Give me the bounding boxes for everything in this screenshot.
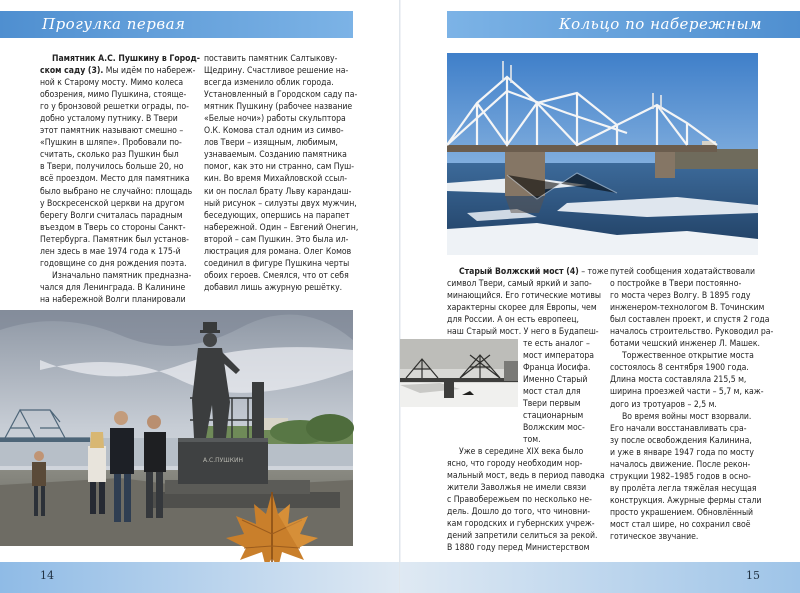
text-line: беседующих, опершись на парапет — [204, 210, 350, 221]
text-line: Франца Иосифа. — [523, 363, 591, 374]
text-line: конструкция. Ажурные фермы стали — [610, 495, 762, 506]
text-line: началось строительство. Руководил ра- — [610, 327, 774, 338]
text-line: началось движение. После рекон- — [610, 459, 751, 470]
text-line: дель. Дошло до того, что чиновни- — [447, 507, 591, 518]
text-line: просто украшением. Обновлённый — [610, 507, 754, 518]
text-line: дого из тротуаров – 2,5 м. — [610, 399, 717, 410]
text-line: поставить памятник Салтыкову- — [204, 54, 338, 64]
text-line: состоялось 8 сентября 1900 года. — [610, 363, 749, 374]
text-line: ный рисунок – силуэты двух мужчин, — [204, 198, 357, 209]
text-line: Памятник А.С. Пушкину в Город- — [52, 54, 200, 64]
text-line: и уже в январе 1947 года по мосту — [610, 447, 754, 458]
text-line: инженером-технологом В. Точинским — [610, 303, 765, 314]
text-line: го моста через Волгу. В 1895 году — [610, 291, 751, 302]
right-text-column-1-bottom — [447, 446, 605, 554]
text-line: узнаваемым. Созданию памятника — [204, 150, 347, 161]
text-line: О.К. Комова стал одним из симво- — [204, 126, 344, 137]
text-line: с Правобережьем по несколько не- — [447, 495, 592, 506]
text-line: Во время войны мост взорвали. — [622, 411, 752, 422]
text-line: берегу Волги считалась парадным — [40, 210, 183, 221]
left-page-header — [0, 11, 353, 38]
left-text-column-2 — [204, 53, 359, 294]
text-line: обозрения, мимо Пушкина, стояще- — [40, 90, 187, 101]
text-line: кин. Во время Михайловской ссыл- — [204, 174, 348, 185]
text-line: набережной. Один – Евгений Онегин, — [204, 222, 359, 233]
text-line: Щедрину. Счастливое решение на- — [204, 66, 349, 77]
text-line: всегда изменило облик города. — [204, 78, 334, 89]
text-line: ботами чешский инженер Л. Машек. — [610, 339, 760, 350]
text-line: кам городских и губернских учреж- — [447, 519, 595, 530]
text-line: «Белые ночи») работы скульптора — [204, 114, 346, 125]
text-line: Установленный в Городском саду па- — [204, 90, 358, 101]
text-line: ву пролёта легла тяжёлая несущая — [610, 483, 757, 494]
plinth-inscription: А.С.ПУШКИН — [203, 457, 243, 464]
text-line: «Пушкин в шляпе». Пробовали по- — [40, 138, 182, 149]
text-line: дений запретили селиться за рекой. — [447, 531, 598, 542]
text-line: годовщине со дня рождения поэта. — [40, 258, 187, 269]
text-line: го у бронзовой решетки ограды, по- — [40, 102, 189, 113]
right-text-column-1-top — [447, 266, 609, 338]
text-line: мятник Пушкину (рабочее название — [204, 102, 353, 113]
text-line: том. — [523, 435, 541, 446]
text-line: обоих героев. Смеялся, что от себя — [204, 270, 349, 281]
text-line: о постройке в Твери постоянно- — [610, 279, 742, 290]
text-line: путей сообщения ходатайствовали — [610, 267, 756, 277]
text-line: добавил лишь ажурную решётку. — [204, 282, 343, 293]
text-line: Уже в середине XIX века было — [459, 447, 584, 457]
text-line: мальный мост, ведь в период паводка — [447, 471, 605, 482]
text-line: жители Заволжья не имели связи — [447, 483, 587, 494]
text-line: струкции 1982–1985 годов в осно- — [610, 471, 751, 482]
text-line: Старый Волжский мост (4) – тоже — [459, 267, 609, 277]
text-line: мост стал для — [523, 387, 581, 398]
text-line: ки он послал брату Льву карандаш- — [204, 186, 352, 197]
text-line: Его начали восстанавливать сра- — [610, 423, 747, 434]
text-line: помог, как это ни странно, сам Пуш- — [204, 162, 354, 173]
left-text-column-1 — [40, 53, 200, 306]
text-line: всё проездом. Место для памятника — [40, 174, 190, 185]
left-page-number: 14 — [40, 569, 54, 582]
text-line: Изначально памятник предназна- — [52, 270, 192, 281]
text-line: мост императора — [523, 351, 594, 362]
text-line: на набережной Волги планировали — [40, 294, 186, 305]
right-page-title: Кольцо по набережным — [558, 15, 762, 33]
text-line: Петербурга. Памятник был установ- — [40, 234, 189, 245]
text-line: считать, сколько раз Пушкин был — [40, 150, 179, 161]
text-line: чался для Ленинграда. В Калинине — [40, 282, 186, 293]
text-line: наш Старый мост. У него в Будапеш- — [447, 327, 599, 338]
right-page-number: 15 — [746, 569, 760, 582]
text-line: люстрация для романа. Олег Комов — [204, 246, 352, 257]
text-line: был составлен проект, и спустя 2 года — [610, 315, 770, 326]
text-line: Волжским мос- — [523, 423, 585, 434]
text-line: символ Твери, самый яркий и запо- — [447, 279, 592, 290]
text-line: добно усталому путнику. В Твери — [40, 114, 178, 125]
right-page-header — [447, 11, 800, 38]
text-line: те есть аналог – — [523, 339, 590, 349]
text-line: у Воскресенской церкви на другом — [40, 198, 185, 209]
text-line: ском саду (3). Мы идём по набереж- — [40, 66, 196, 77]
historic-bridge-photo — [400, 339, 518, 407]
text-line: было выбрано не случайно: площадь — [40, 186, 193, 197]
text-line: Длина моста составляла 215,5 м, — [610, 375, 747, 386]
text-line: Именно Старый — [523, 375, 588, 386]
text-line: мост стал шире, но сохранил своё — [610, 519, 751, 530]
text-line: ясно, что городу необходим нор- — [447, 459, 583, 470]
text-line: соединил в фигуре Пушкина черты — [204, 258, 350, 269]
text-line: въездом в Тверь со стороны Санкт- — [40, 222, 186, 233]
text-line: в Твери, получилось больше 20, но — [40, 162, 184, 173]
text-line: В 1880 году перед Министерством — [447, 543, 590, 554]
text-line: Твери первым — [523, 399, 581, 410]
text-line: второй – сам Пушкин. Это была ил- — [204, 234, 349, 245]
right-page-footer — [400, 562, 800, 593]
left-page-footer — [0, 562, 400, 593]
right-text-column-1-wrap — [523, 338, 597, 446]
text-line: лен здесь в мае 1974 года к 175-й — [40, 246, 181, 257]
right-text-column-2 — [610, 266, 774, 543]
text-line: ширина проезжей части – 5,7 м, каж- — [610, 387, 764, 398]
text-line: минающийся. Его готические мотивы — [447, 291, 601, 302]
left-page-title: Прогулка первая — [42, 15, 186, 33]
text-line: для России. А он есть европеец, — [447, 315, 579, 326]
text-line: зу после освобождения Калинина, — [610, 435, 752, 446]
text-line: стационарным — [523, 411, 584, 422]
text-line: Торжественное открытие моста — [622, 351, 754, 362]
old-volga-bridge-photo — [447, 53, 758, 255]
book-gutter — [399, 0, 401, 593]
text-line: этот памятник называют смешно – — [40, 126, 184, 137]
text-line: характерны скорее для Европы, чем — [447, 303, 597, 314]
text-line: готическое звучание. — [610, 532, 699, 543]
text-line: ной к Старому мосту. Мимо колеса — [40, 78, 184, 89]
text-line: лов Твери – изящным, любимым, — [204, 138, 338, 149]
